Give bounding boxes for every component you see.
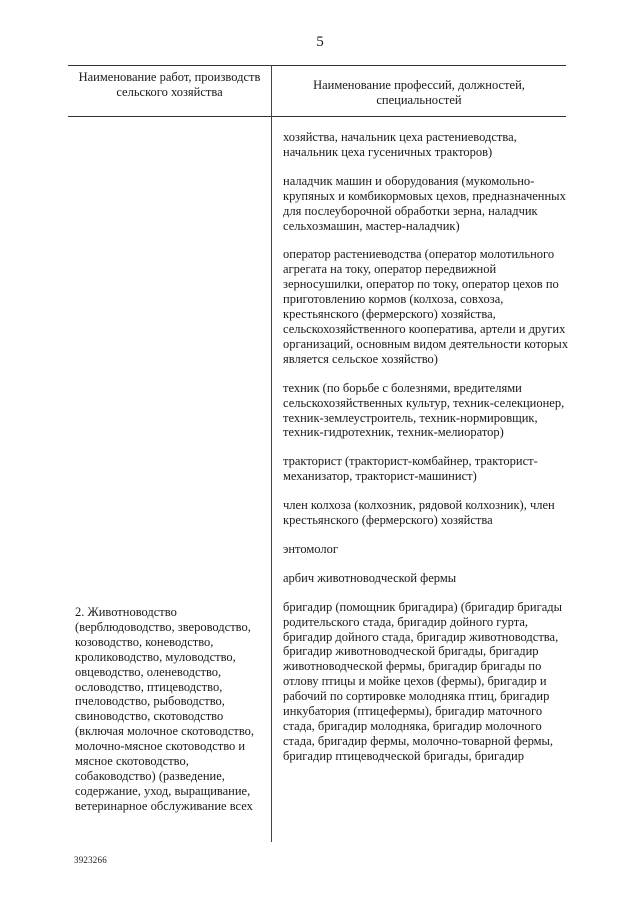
profession-entry: бригадир (помощник бригадира) (бригадир бригады родительского стада, бригадир дойного гурта, бригадир дойного стада, бригадир животноводства, бригадир животноводческой бригады, бригадир животноводческой фермы, бригадир бригады по отлову птицы и мойке цехов (фермы), бригадир и рабочий по сортировке молодняка птиц, бригадир инкубатория (птицефермы), бригадир маточного стада, бригадир молодняка, бригадир молочного стада, бригадир фермы, молочно-товарной фермы, бригадир птицеводческой бригады, бригадир: [283, 599, 563, 763]
profession-entry: тракторист (тракторист-комбайнер, тракторист-механизатор, тракторист-машинист): [283, 454, 538, 484]
page-number: 5: [316, 34, 324, 50]
profession-entry: техник (по борьбе с болезнями, вредителями сельскохозяйственных культур, техник-селекционер, техник-землеустроитель, техник-нормировщик, техник-гидротехник, техник-мелиоратор): [283, 380, 565, 440]
document-code: 3923266: [74, 855, 107, 865]
works-entry-livestock: 2. Животноводство (верблюдоводство, звероводство, козоводство, коневодство, кролиководство, муловодство, овцеводство, оленеводство, ословодство, птицеводство, пчеловодство, рыбоводство, свиноводство, скотоводство (включая молочное скотоводство, молочно-мясное скотоводство и мясное скотоводство, собаководство) (разведение, содержание, уход, выращивание, ветеринарное обслуживание всех: [75, 605, 255, 813]
professions-column: [283, 130, 573, 778]
header-works-column: Наименование работ, производств сельского хозяйства: [78, 70, 261, 99]
works-column: [75, 605, 270, 814]
header-professions-column: Наименование профессий, должностей, специальностей: [313, 78, 525, 107]
table-header: [68, 65, 566, 117]
column-divider: [271, 65, 272, 842]
profession-entry: арбич животноводческой фермы: [283, 570, 457, 585]
profession-entry: член колхоза (колхозник, рядовой колхозник), член крестьянского (фермерского) хозяйства: [283, 498, 555, 528]
profession-entry: хозяйства, начальник цеха растениеводства, начальник цеха гусеничных тракторов): [283, 130, 517, 159]
profession-entry: наладчик машин и оборудования (мукомольно-крупяных и комбикормовых цехов, предназначенных для послеуборочной обработки зерна, наладчик сельхозмашин, мастер-наладчик): [283, 173, 566, 233]
profession-entry: оператор растениеводства (оператор молотильного агрегата на току, оператор передвижной зерносушилки, оператор по току, оператор цехов по приготовлению кормов (колхоза, совхоза, крестьянского (фермерского) хозяйства, сельскохозяйственного кооператива, артели и других организаций, основным видом деятельности которых является сельское хозяйство): [283, 247, 569, 366]
profession-entry: энтомолог: [283, 541, 338, 556]
